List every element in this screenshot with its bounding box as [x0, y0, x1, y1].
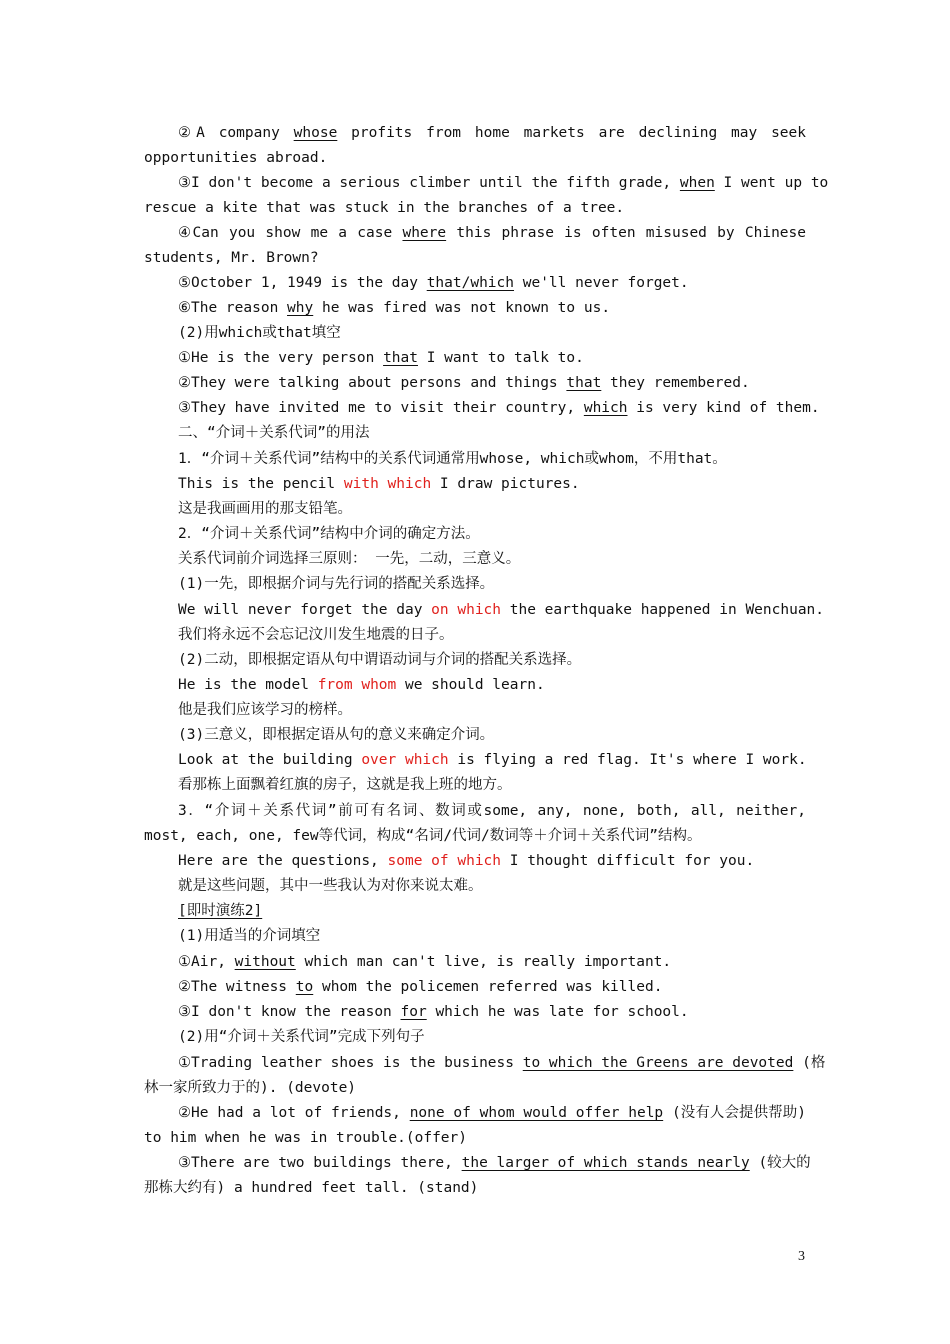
page-number: 3 [798, 1249, 805, 1264]
example-sentence: This is the pencil with which I draw pictures. [178, 476, 580, 492]
example-sentence: He is the model from whom we should learn. [178, 677, 545, 693]
ex1-part2-item-1: ①He is the very person that I want to talk to. [178, 350, 584, 366]
answer-blank: that/which [426, 275, 515, 291]
practice-item: ①Air, without which man can't live, is really important. [178, 954, 672, 970]
ex1-item-5: ⑤October 1, 1949 is the day that/which we'll never forget. [178, 275, 689, 291]
answer-blank: that [383, 350, 418, 366]
example-sentence: Look at the building over which is flying a red flag. It's where I work. [178, 752, 807, 768]
practice-item: ②The witness to whom the policemen referred was killed. [178, 979, 663, 995]
highlight-phrase: over which [361, 752, 449, 768]
answer-blank: why [287, 300, 314, 316]
rule-2: 2．“介词＋关系代词”结构中介词的确定方法。 [178, 526, 480, 542]
practice-item: ③There are two buildings there, the larger of which stands nearly (较大的 [178, 1155, 811, 1171]
sub-rule-2: (2)二动，即根据定语从句中谓语动词与介词的搭配关系选择。 [178, 652, 582, 668]
practice-item: ③I don't know the reason for which he was late for school. [178, 1004, 689, 1020]
practice-item-cont: 那栋大约有) a hundred feet tall. (stand) [144, 1180, 479, 1196]
example-sentence: Here are the questions, some of which I thought difficult for you. [178, 853, 755, 869]
practice-item-cont: to him when he was in trouble.(offer) [144, 1130, 468, 1146]
ex1-item-2: ②A company whose profits from home markets are declining may seek [178, 125, 807, 141]
translation: 我们将永远不会忘记汶川发生地震的日子。 [178, 627, 454, 643]
highlight-phrase: from whom [317, 677, 397, 693]
ex1-item-4: ④Can you show me a case where this phrase is often misused by Chinese [178, 225, 806, 241]
rule-3: 3．“介词＋关系代词”前可有名词、数词或some, any, none, both, all, neither, [178, 803, 806, 819]
section-heading: 二、“介词＋关系代词”的用法 [178, 425, 370, 441]
answer-blank: to which the Greens are devoted [522, 1055, 794, 1071]
practice-item: ②He had a lot of friends, none of whom would offer help (没有人会提供帮助) [178, 1105, 806, 1121]
practice-part1-heading: (1)用适当的介词填空 [178, 928, 321, 944]
translation: 看那栋上面飘着红旗的房子，这就是我上班的地方。 [178, 777, 512, 793]
practice-item-cont: 林一家所致力于的). (devote) [144, 1080, 357, 1096]
answer-blank: which [583, 400, 628, 416]
example-sentence: We will never forget the day on which the earthquake happened in Wenchuan. [178, 602, 825, 618]
answer-blank: where [402, 225, 447, 241]
answer-blank: for [400, 1004, 427, 1020]
answer-blank: without [234, 954, 296, 970]
answer-blank: that [566, 375, 602, 391]
ex1-part2-item-3: ③They have invited me to visit their country, which is very kind of them. [178, 400, 820, 416]
highlight-phrase: some of which [387, 853, 502, 869]
ex1-item-4-cont: students, Mr. Brown? [144, 250, 319, 266]
ex1-item-3-cont: rescue a kite that was stuck in the branches of a tree. [144, 200, 625, 216]
principle: 关系代词前介词选择三原则： 一先，二动，三意义。 [178, 551, 521, 567]
translation: 就是这些问题，其中一些我认为对你来说太难。 [178, 878, 483, 894]
translation: 他是我们应该学习的榜样。 [178, 702, 352, 718]
highlight-phrase: with which [343, 476, 432, 492]
ex1-item-6: ⑥The reason why he was fired was not known to us. [178, 300, 611, 316]
ex1-part2-item-2: ②They were talking about persons and things that they remembered. [178, 375, 750, 391]
answer-blank: to [295, 979, 314, 995]
sub-rule-3: (3)三意义，即根据定语从句的意义来确定介词。 [178, 727, 495, 743]
ex1-part2-heading: (2)用which或that填空 [178, 325, 341, 341]
practice-part2-heading: (2)用“介词＋关系代词”完成下列句子 [178, 1029, 425, 1045]
answer-blank: whose [293, 125, 338, 141]
sub-rule-1: (1)一先，即根据介词与先行词的搭配关系选择。 [178, 576, 495, 592]
answer-blank: the larger of which stands nearly [461, 1155, 750, 1171]
answer-blank: when [679, 175, 715, 191]
practice-item: ①Trading leather shoes is the business to which the Greens are devoted (格 [178, 1055, 826, 1071]
rule-1: 1．“介词＋关系代词”结构中的关系代词通常用whose, which或whom，不用that。 [178, 451, 727, 467]
highlight-phrase: on which [431, 602, 502, 618]
ex1-item-2-cont: opportunities abroad. [144, 150, 328, 166]
ex1-item-3: ③I don't become a serious climber until the fifth grade, when I went up to [178, 175, 829, 191]
translation: 这是我画画用的那支铅笔。 [178, 501, 352, 517]
answer-blank: none of whom would offer help [409, 1105, 664, 1121]
rule-3-cont: most, each, one, few等代词，构成“名词/代词/数词等＋介词＋关系代词”结构。 [144, 828, 702, 844]
practice-label: [即时演练2] [178, 903, 263, 919]
